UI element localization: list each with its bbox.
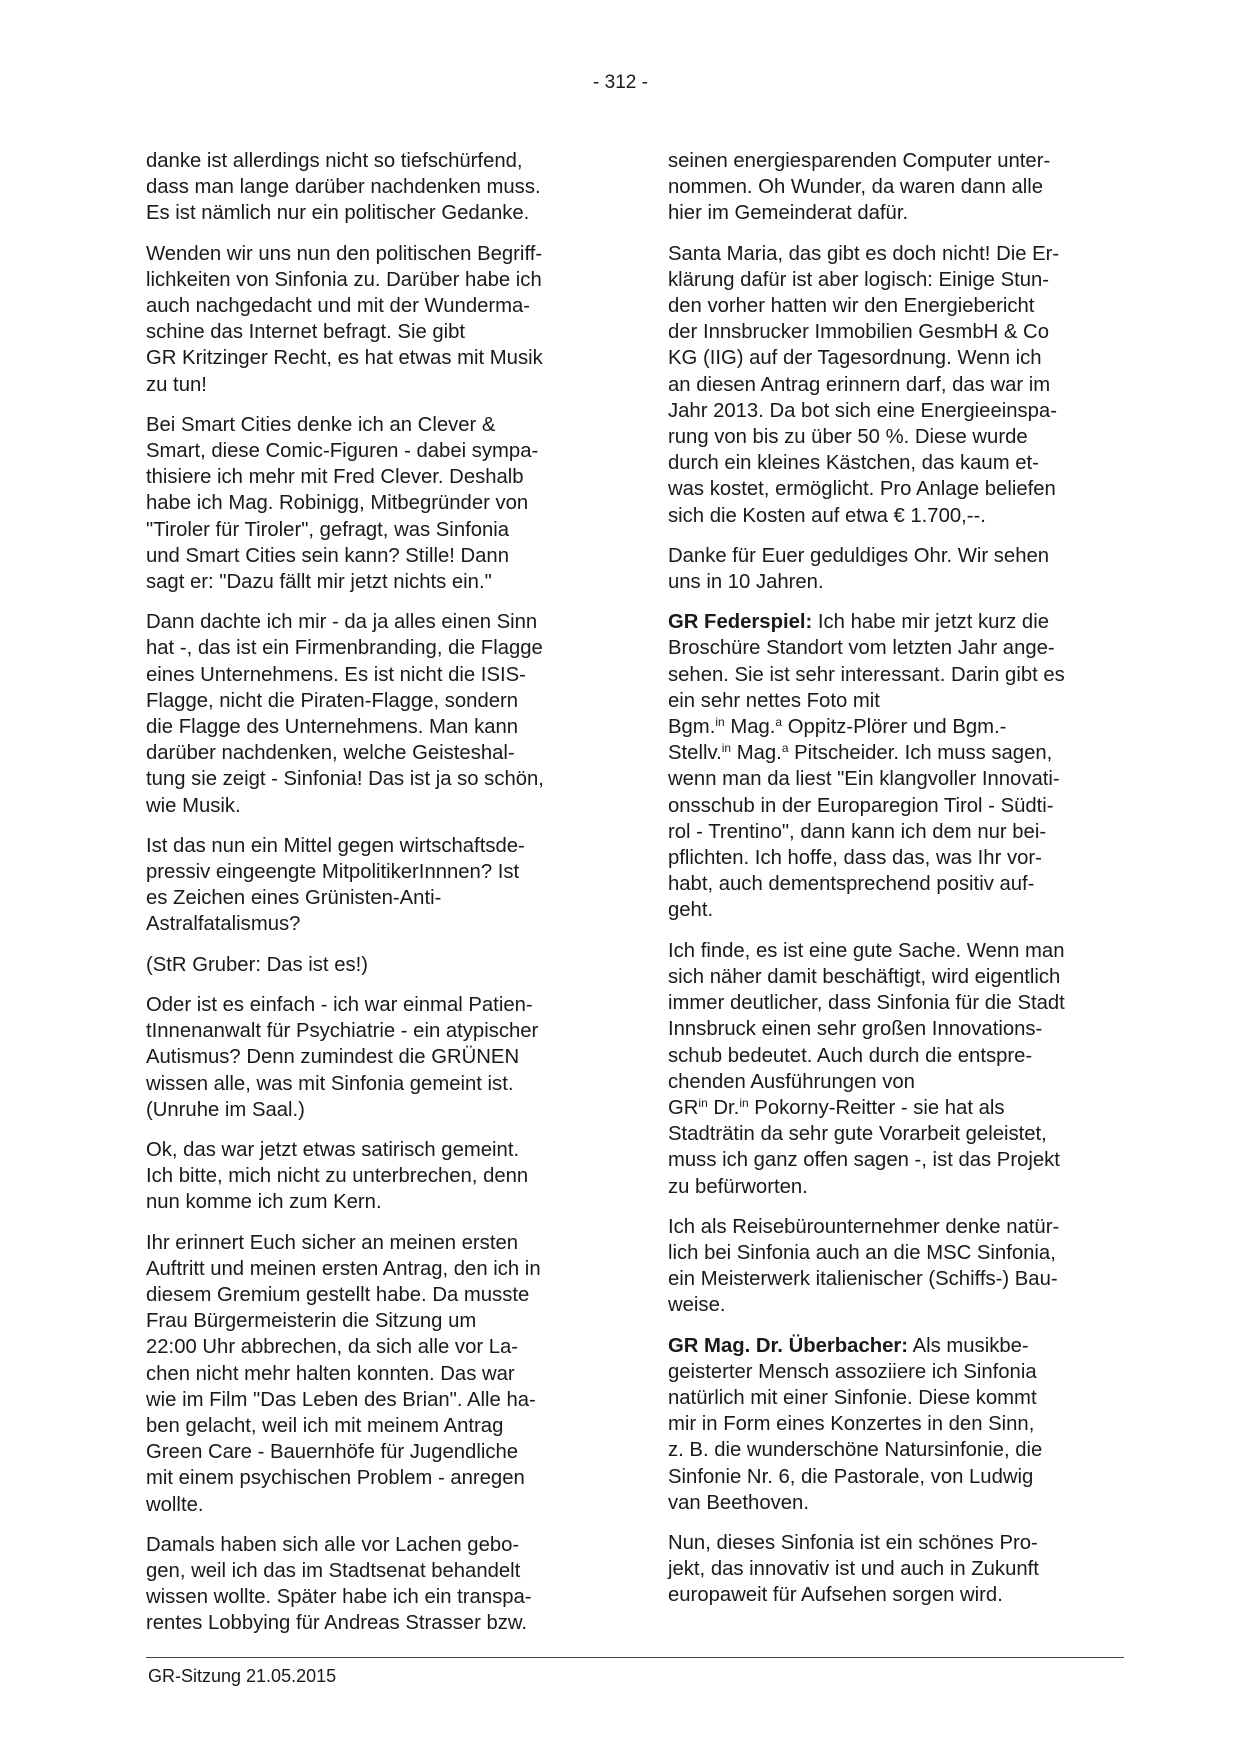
text-line: Autismus? Denn zumindest die GRÜNEN [146, 1046, 520, 1069]
paragraph [668, 1214, 1113, 1319]
text-line: an diesen Antrag erinnern darf, das war im [668, 373, 1051, 396]
text-line: sich die Kosten auf etwa € 1.700,--. [668, 504, 986, 527]
text-line: (Unruhe im Saal.) [146, 1098, 305, 1121]
paragraph [146, 1230, 591, 1518]
text-line: Astralfatalismus? [146, 913, 301, 936]
paragraph [146, 609, 591, 819]
text-line: Frau Bürgermeisterin die Sitzung um [146, 1310, 477, 1333]
text-line: habe ich Mag. Robinigg, Mitbegründer von [146, 492, 529, 515]
text-line: danke ist allerdings nicht so tiefschürfend, [146, 150, 523, 172]
paragraph [146, 833, 591, 938]
text-line: zu tun! [146, 373, 207, 396]
text-line: KG (IIG) auf der Tagesordnung. Wenn ich [668, 347, 1042, 370]
text-line: gen, weil ich das im Stadtsenat behandelt [146, 1559, 521, 1582]
text-line: diesem Gremium gestellt habe. Da musste [146, 1283, 530, 1306]
text-line: nun komme ich zum Kern. [146, 1191, 382, 1214]
paragraph-ueberbacher: GR Mag. Dr. Überbacher: Als musikbe- geisterter Mensch assoziiere ich Sinfonia natürlich mit einer Sinfonie. Diese kommt mir in Form eines Konzertes in den Sinn, z. B. die wunderschöne Natursinfonie, die Sinfonie Nr. 6, die Pastorale, von Ludwig van Beethoven. [668, 1334, 1043, 1514]
text-line: ben gelacht, weil ich mit meinem Antrag [146, 1414, 504, 1437]
text-line: Smart, diese Comic-Figuren - dabei sympa- [146, 440, 539, 463]
text-line: lichkeiten von Sinfonia zu. Darüber habe ich [146, 268, 542, 291]
text-line: Ist das nun ein Mittel gegen wirtschaftsde- [146, 834, 525, 857]
text-line: Wenden wir uns nun den politischen Begriff- [146, 242, 543, 265]
text-line: rung von bis zu über 50 %. Diese wurde [668, 426, 1028, 449]
text-line: ein Meisterwerk italienischer (Schiffs-) Bau- [668, 1268, 1058, 1291]
text-line: auch nachgedacht und mit der Wunderma- [146, 295, 531, 318]
paragraph [146, 1137, 591, 1216]
paragraph [668, 241, 1113, 529]
text-line: schine das Internet befragt. Sie gibt [146, 321, 466, 344]
text-line: thisiere ich mehr mit Fred Clever. Deshalb [146, 466, 524, 489]
paragraph [668, 543, 1113, 595]
text-line: Green Care - Bauernhöfe für Jugendliche [146, 1441, 519, 1464]
text-line: sagt er: "Dazu fällt mir jetzt nichts ein." [146, 571, 492, 594]
text-line: wissen alle, was mit Sinfonia gemeint ist. [146, 1072, 514, 1095]
text-line: klärung dafür ist aber logisch: Einige Stun- [668, 268, 1050, 291]
text-line: der Innsbrucker Immobilien GesmbH & Co [668, 321, 1049, 344]
text-line: durch ein kleines Kästchen, das kaum et- [668, 452, 1039, 475]
text-line: Ich bitte, mich nicht zu unterbrechen, denn [146, 1165, 529, 1188]
paragraph [146, 412, 591, 595]
text-line: pressiv eingeengte MitpolitikerInnnen? Ist [146, 861, 520, 884]
text-line: uns in 10 Jahren. [668, 571, 824, 594]
text-line: eines Unternehmens. Es ist nicht die ISIS- [146, 663, 526, 686]
text-line: (StR Gruber: Das ist es!) [146, 953, 369, 976]
speaker-name: GR Mag. Dr. Überbacher: [668, 1334, 909, 1357]
text-line: tung sie zeigt - Sinfonia! Das ist ja so schön, [146, 768, 544, 791]
text-line: darüber nachdenken, welche Geisteshal- [146, 742, 515, 765]
text-line: Damals haben sich alle vor Lachen gebo- [146, 1533, 520, 1556]
text-line: jekt, das innovativ ist und auch in Zukunft [668, 1558, 1039, 1581]
text-line: Es ist nämlich nur ein politischer Gedanke. [146, 202, 530, 225]
text-line: weise. [668, 1294, 726, 1317]
paragraph [146, 952, 591, 978]
paragraph [668, 1530, 1113, 1609]
footer-divider [146, 1657, 1124, 1658]
text-line: dass man lange darüber nachdenken muss. [146, 176, 541, 199]
paragraph [146, 992, 591, 1123]
page-number: - 312 - [593, 72, 648, 93]
text-line: wissen wollte. Später habe ich ein transpa- [146, 1586, 532, 1609]
text-line: die Flagge des Unternehmens. Man kann [146, 716, 519, 739]
text-line: und Smart Cities sein kann? Stille! Dann [146, 544, 509, 567]
paragraph [146, 241, 591, 398]
text-line: chen nicht mehr halten konnten. Das war [146, 1362, 515, 1385]
text-line: Auftritt und meinen ersten Antrag, den ich in [146, 1257, 541, 1280]
text-line: GR Kritzinger Recht, es hat etwas mit Musik [146, 347, 543, 370]
right-column [668, 148, 1113, 1623]
text-line: hier im Gemeinderat dafür. [668, 202, 909, 225]
text-line: lich bei Sinfonia auch an die MSC Sinfonia, [668, 1241, 1056, 1264]
text-line: Jahr 2013. Da bot sich eine Energieeinspa- [668, 399, 1057, 422]
text-line: Ok, das war jetzt etwas satirisch gemeint. [146, 1138, 520, 1161]
text-line: seinen energiesparenden Computer unter- [668, 150, 1051, 172]
text-line: wie Musik. [146, 794, 241, 817]
text-line: wie im Film "Das Leben des Brian". Alle ha- [146, 1388, 536, 1411]
text-line: den vorher hatten wir den Energiebericht [668, 295, 1035, 318]
text-line: rentes Lobbying für Andreas Strasser bzw. [146, 1612, 528, 1635]
text-line: Oder ist es einfach - ich war einmal Patien- [146, 993, 533, 1016]
text-line: Danke für Euer geduldiges Ohr. Wir sehen [668, 544, 1050, 567]
text-line: Santa Maria, das gibt es doch nicht! Die Er- [668, 242, 1060, 265]
paragraph-federspiel: GR Federspiel: Ich habe mir jetzt kurz die Broschüre Standort vom letzten Jahr ange- sehen. Sie ist sehr interessant. Darin gibt es ein sehr nettes Foto mit Bgm.$^{in}$ Mag.$^a$ Oppitz-Plörer und Bgm.- Stellv.$^{in}$ Mag.$^a$ Pitscheider. Ich muss sagen, wenn man da liest "Ein klangvoller Innovati- onsschub in der Europaregion Tirol - Südti- rol - Trentino", dann kann ich dem nur bei- pflichten. Ich hoffe, dass das, was Ihr vor- habt, auch dementsprechend positiv auf- geht. [668, 611, 1065, 922]
paragraph: Ich finde, es ist eine gute Sache. Wenn man sich näher damit beschäftigt, wird eigentlich immer deutlicher, dass Sinfonia für die Stadt Innsbruck einen sehr großen Innovations- schub bedeutet. Auch durch die entspre- chenden Ausführungen von $GR^{in}$ Dr.$^{in}$ Pokorny-Reitter - sie hat als Stadträtin da sehr gute Vorarbeit geleistet, muss ich ganz offen sagen -, ist das Projekt zu befürworten. [668, 939, 1065, 1198]
text-line: es Zeichen eines Grünisten-Anti- [146, 887, 442, 910]
text-line: mit einem psychischen Problem - anregen [146, 1467, 525, 1490]
text-line: Dann dachte ich mir - da ja alles einen Sinn [146, 611, 538, 634]
text-line: europaweit für Aufsehen sorgen wird. [668, 1584, 1003, 1607]
text-line: tInnenanwalt für Psychiatrie - ein atypischer [146, 1020, 539, 1043]
text-line: nommen. Oh Wunder, da waren dann alle [668, 176, 1044, 199]
text-line: was kostet, ermöglicht. Pro Anlage beliefen [668, 478, 1056, 501]
footer-session-date: GR-Sitzung 21.05.2015 [148, 1666, 337, 1686]
text-line: Flagge, nicht die Piraten-Flagge, sondern [146, 689, 519, 712]
text-line: Bei Smart Cities denke ich an Clever & [146, 413, 496, 436]
text-line: hat -, das ist ein Firmenbranding, die Flagge [146, 637, 543, 660]
paragraph [146, 148, 591, 227]
text-line: Ihr erinnert Euch sicher an meinen ersten [146, 1231, 519, 1254]
paragraph [668, 148, 1113, 227]
left-column [146, 148, 591, 1651]
text-line: Ich als Reisebürounternehmer denke natür- [668, 1215, 1060, 1238]
speaker-name: GR Federspiel: [668, 611, 813, 634]
text-line: 22:00 Uhr abbrechen, da sich alle vor La- [146, 1336, 519, 1359]
text-line: Nun, dieses Sinfonia ist ein schönes Pro- [668, 1531, 1038, 1554]
text-line: "Tiroler für Tiroler", gefragt, was Sinfonia [146, 518, 510, 541]
paragraph [146, 1532, 591, 1637]
text-line: wollte. [146, 1493, 204, 1516]
